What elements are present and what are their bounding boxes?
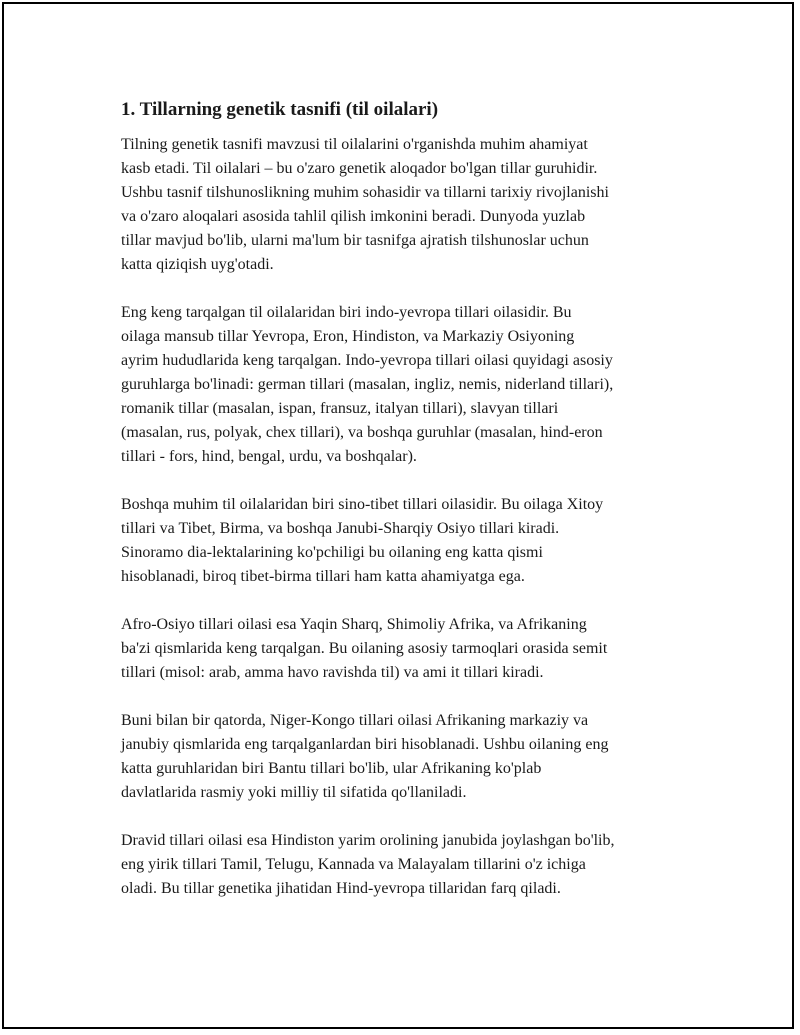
paragraph-sino-tibetan: Boshqa muhim til oilalaridan biri sino-tibet tillari oilasidir. Bu oilaga Xitoy tillari va Tibet, Birma, va boshqa Janubi-Sharqiy Osiyo tillari kiradi. Sinoramo dia-lektalarining ko'pchiligi bu oilaning eng katta qismi hisoblanadi, biroq tibet-birma tillari ham katta ahamiyatga ega. — [121, 496, 604, 585]
section-heading: 1. Tillarning genetik tasnifi (til oilalari) — [121, 99, 439, 120]
paragraph-indo-european: Eng keng tarqalgan til oilalaridan biri indo-yevropa tillari oilasidir. Bu oilaga mansub tillar Yevropa, Eron, Hindiston, va Markaziy Osiyoning ayrim hududlarida keng tarqalgan. Indo-yevropa tillari oilasi quyidagi asosiy guruhlarga bo'linadi: german tillari (masalan, ingliz, nemis, niderland tillari), romanik tillar (masalan, ispan, fransuz, italyan tillari), slavyan tillari (masalan, rus, polyak, chex tillari), va boshqa guruhlar (masalan, hind-eron tillari - fors, hind, bengal, urdu, va boshqalar). — [121, 304, 614, 465]
paragraph-niger-congo: Buni bilan bir qatorda, Niger-Kongo tillari oilasi Afrikaning markaziy va janubiy qismlarida eng tarqalganlardan biri hisoblanadi. Ushbu oilaning eng katta guruhlaridan biri Bantu tillari bo'lib, ular Afrikaning ko'plab davlatlarida rasmiy yoki milliy til sifatida qo'llaniladi. — [121, 712, 609, 801]
paragraph-dravidian: Dravid tillari oilasi esa Hindiston yarim orolining janubida joylashgan bo'lib, eng yirik tillari Tamil, Telugu, Kannada va Malayalam tillarini o'z ichiga oladi. Bu tillar genetika jihatidan Hind-yevropa tillaridan farq qiladi. — [121, 832, 615, 897]
paragraph-genetic-classification: Tilning genetik tasnifi mavzusi til oilalarini o'rganishda muhim ahamiyat kasb etadi. Til oilalari – bu o'zaro genetik aloqador bo'lgan tillar guruhidir. Ushbu tasnif tilshunoslikning muhim sohasidir va tillarni tarixiy rivojlanishi va o'zaro aloqalari asosida tahlil qilish imkonini beradi. Dunyoda yuzlab tillar mavjud bo'lib, ularni ma'lum bir tasnifga ajratish tilshunoslar uchun katta qiziqish uyg'otadi. — [121, 136, 609, 273]
document-content — [121, 97, 696, 925]
paragraph-afro-asiatic: Afro-Osiyo tillari oilasi esa Yaqin Sharq, Shimoliy Afrika, va Afrikaning ba'zi qismlarida keng tarqalgan. Bu oilaning asosiy tarmoqlari orasida semit tillari (misol: arab, amma havo ravishda til) va ami it tillari kiradi. — [121, 616, 608, 681]
document-page — [2, 2, 794, 1029]
